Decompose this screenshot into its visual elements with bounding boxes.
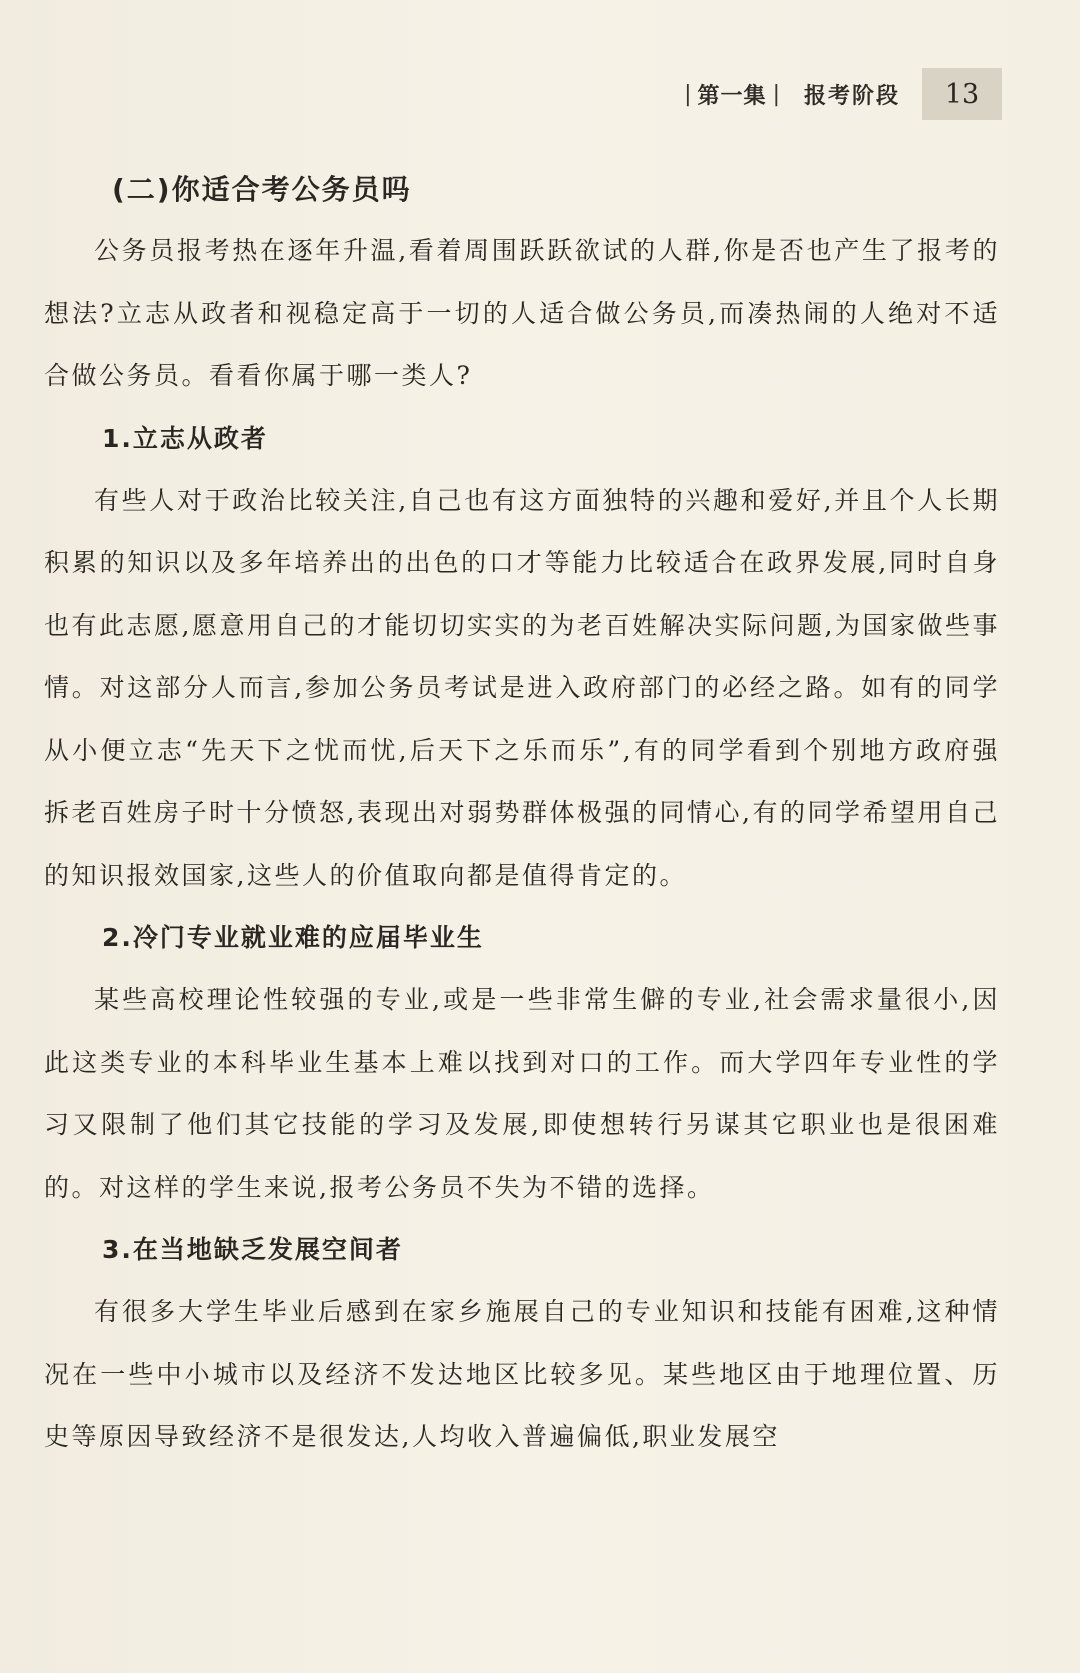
header-chapter: 报考阶段: [803, 83, 900, 109]
page-number-tab: [922, 68, 1002, 120]
header-divider: |: [772, 81, 780, 107]
subsection-heading-3: 3.在当地缺乏发展空间者: [102, 1235, 403, 1264]
subsection-body-3: 有很多大学生毕业后感到在家乡施展自己的专业知识和技能有困难,这种情况在一些中小城市以及经济不发达地区比较多见。某些地区由于地理位置、历史等原因导致经济不是很发达,人均收入普遍偏低,职业发展空: [44, 1297, 1000, 1451]
running-header: [678, 68, 1002, 120]
subsection-heading-2: 2.冷门专业就业难的应届毕业生: [102, 923, 484, 952]
header-divider: |: [684, 81, 692, 107]
subsection-body-2: 某些高校理论性较强的专业,或是一些非常生僻的专业,社会需求量很小,因此这类专业的本科毕业生基本上难以找到对口的工作。而大学四年专业性的学习又限制了他们其它技能的学习及发展,即使想转行另谋其它职业也是很困难的。对这样的学生来说,报考公务员不失为不错的选择。: [44, 985, 1000, 1202]
subsection-body-1: 有些人对于政治比较关注,自己也有这方面独特的兴趣和爱好,并且个人长期积累的知识以及多年培养出的出色的口才等能力比较适合在政界发展,同时自身也有此志愿,愿意用自己的才能切切实实的为老百姓解决实际问题,为国家做些事情。对这部分人而言,参加公务员考试是进入政府部门的必经之路。如有的同学从小便立志“先天下之忧而忧,后天下之乐而乐”,有的同学看到个别地方政府强拆老百姓房子时十分愤怒,表现出对弱势群体极强的同情心,有的同学希望用自己的知识报效国家,这些人的价值取向都是值得肯定的。: [44, 485, 1000, 890]
section-title: (二)你适合考公务员吗: [112, 173, 412, 206]
page-number: 13: [944, 78, 980, 110]
intro-paragraph: 公务员报考热在逐年升温,看着周围跃跃欲试的人群,你是否也产生了报考的想法?立志从政者和视稳定高于一切的人适合做公务员,而凑热闹的人绝对不适合做公务员。看看你属于哪一类人?: [44, 236, 1000, 390]
header-collection: 第一集: [697, 83, 767, 109]
subsection-heading-1: 1.立志从政者: [102, 423, 268, 453]
page-body: [44, 160, 1000, 1469]
